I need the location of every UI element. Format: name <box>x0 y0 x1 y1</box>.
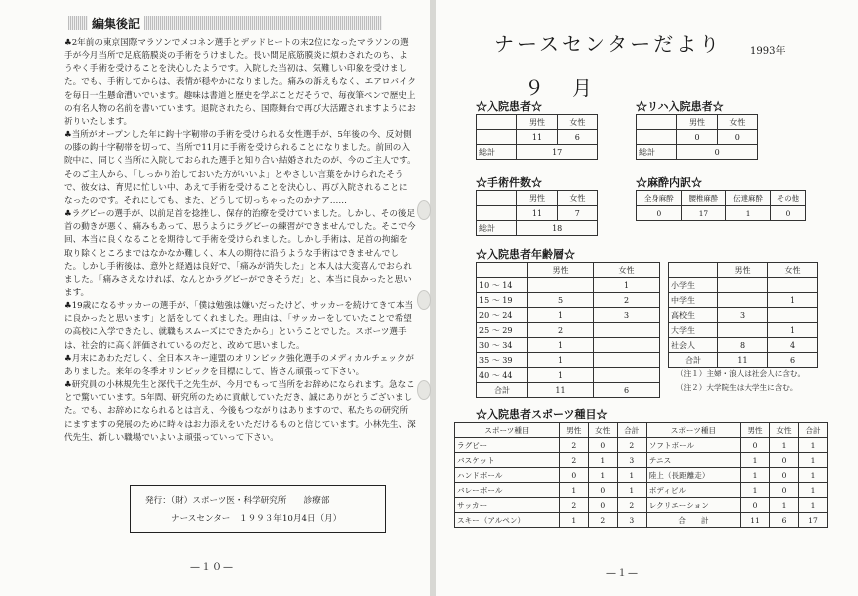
table-header-row <box>477 130 598 145</box>
table-row <box>669 353 818 368</box>
table-cell: 6 <box>768 353 818 368</box>
occupation-table <box>668 262 818 368</box>
table-header-row <box>477 191 598 206</box>
table-header-row <box>477 115 598 130</box>
table-cell: スポーツ種目 <box>455 423 560 438</box>
table-cell: 4 <box>768 338 818 353</box>
table-cell: 1 <box>528 308 594 323</box>
rehab-table <box>636 114 758 160</box>
table-cell: 1 <box>799 498 828 513</box>
table-cell: 3 <box>718 308 768 323</box>
table-header-row <box>669 263 818 278</box>
table-row <box>455 438 828 453</box>
table-cell: 0 <box>588 438 617 453</box>
table-cell: 3 <box>617 453 646 468</box>
occupation-note-2: （注２）大学院生は大学生に含む。 <box>676 383 798 392</box>
table-header-row <box>637 130 758 145</box>
table-header-row <box>637 115 758 130</box>
publisher-line: 発行：（財）スポーツ医・科学研究所 診療部 <box>145 496 330 506</box>
table-cell: 40 ～ 44 <box>477 368 528 383</box>
table-cell: 1 <box>588 453 617 468</box>
table-cell: 1 <box>741 453 770 468</box>
table-cell: 0 <box>770 206 805 221</box>
page-number-right: —１— <box>606 568 639 579</box>
table-cell: 0 <box>677 130 717 145</box>
table-cell: 25 ～ 29 <box>477 323 528 338</box>
table-cell: 0 <box>588 483 617 498</box>
table-cell: 男性 <box>559 423 588 438</box>
table-header-row <box>477 145 598 160</box>
table-header-row <box>637 206 806 221</box>
table-cell <box>718 278 768 293</box>
table-row <box>669 308 818 323</box>
table-cell: 2 <box>528 323 594 338</box>
table-cell: 7 <box>557 206 597 221</box>
table-cell: 1 <box>594 278 660 293</box>
occupation-note-1: （注１）主婦・浪人は社会人に含む。 <box>676 369 806 378</box>
table-cell: 6 <box>770 513 799 528</box>
table-cell: スキー（アルペン） <box>455 513 560 528</box>
table-cell: 1 <box>768 323 818 338</box>
table-cell <box>477 115 517 130</box>
binder-hole <box>417 290 431 310</box>
table-cell: ボディビル <box>646 483 740 498</box>
sports-title: ☆入院患者スポーツ種目☆ <box>476 408 608 421</box>
table-cell: 男性 <box>517 115 557 130</box>
table-cell: レクリエーション <box>646 498 740 513</box>
table-cell: 1 <box>588 468 617 483</box>
table-cell: 11 <box>741 513 770 528</box>
table-cell <box>477 206 517 221</box>
newsletter-year: 1993年 <box>750 46 786 57</box>
table-cell: 11 <box>517 130 557 145</box>
table-row <box>455 483 828 498</box>
newsletter-month: ９ 月 <box>524 76 596 100</box>
table-header-row <box>477 263 660 278</box>
table-row <box>477 323 660 338</box>
editorial-title: 編集後記 <box>88 15 144 32</box>
table-cell: 1 <box>770 498 799 513</box>
table-cell: 1 <box>559 483 588 498</box>
table-cell <box>594 353 660 368</box>
table-cell <box>477 130 517 145</box>
table-cell: 2 <box>559 438 588 453</box>
table-header-row <box>637 191 806 206</box>
table-cell: 0 <box>637 206 682 221</box>
table-cell: 11 <box>718 353 768 368</box>
table-cell: 高校生 <box>669 308 718 323</box>
table-cell: 0 <box>770 483 799 498</box>
table-cell <box>768 308 818 323</box>
table-cell: 3 <box>594 308 660 323</box>
editorial-header <box>68 16 382 30</box>
table-cell: その他 <box>770 191 805 206</box>
table-cell: 1 <box>741 468 770 483</box>
table-cell: 2 <box>617 498 646 513</box>
rehab-title: ☆リハ入院患者☆ <box>636 100 724 113</box>
table-cell: 小学生 <box>669 278 718 293</box>
table-cell: 1 <box>617 483 646 498</box>
table-header-row <box>637 145 758 160</box>
table-cell: 1 <box>799 468 828 483</box>
table-cell: 1 <box>799 453 828 468</box>
surgery-table <box>476 190 598 236</box>
page-number-left: —１０— <box>190 562 234 573</box>
table-cell <box>718 293 768 308</box>
table-cell: バレーボール <box>455 483 560 498</box>
table-cell: 1 <box>768 293 818 308</box>
table-cell: ハンドボール <box>455 468 560 483</box>
table-cell: 総計 <box>477 221 517 236</box>
table-cell: 35 ～ 39 <box>477 353 528 368</box>
table-row <box>669 323 818 338</box>
table-cell <box>669 263 718 278</box>
table-row <box>477 308 660 323</box>
table-cell: 0 <box>588 498 617 513</box>
table-cell: 30 ～ 34 <box>477 338 528 353</box>
table-cell: 女性 <box>594 263 660 278</box>
table-cell: 合計 <box>477 383 528 398</box>
binder-hole <box>417 380 431 400</box>
table-cell <box>718 323 768 338</box>
table-cell: 1 <box>528 353 594 368</box>
table-header-row <box>455 423 828 438</box>
table-cell: 0 <box>770 453 799 468</box>
table-cell: 1 <box>799 483 828 498</box>
table-cell: 合計 <box>799 423 828 438</box>
table-row <box>477 293 660 308</box>
table-cell: 1 <box>799 438 828 453</box>
table-cell: 2 <box>588 513 617 528</box>
table-cell: 女性 <box>557 115 597 130</box>
table-row <box>455 468 828 483</box>
table-cell <box>594 368 660 383</box>
table-cell: サッカー <box>455 498 560 513</box>
table-row <box>477 353 660 368</box>
table-cell: 合 計 <box>646 513 740 528</box>
table-cell <box>594 338 660 353</box>
table-cell: 1 <box>741 483 770 498</box>
table-cell: 男性 <box>517 191 557 206</box>
editorial-paragraph: ♣19歳になるサッカーの選手が、「僕は勉強は嫌いだったけど、サッカーを続けてきて本当に良かったと思います」と話をしてくれました。理由は、「サッカーをしていたことで希望の高校に入学できたし、就職もスムーズにできたから」ということでした。スポーツ選手は、社会的に高く評価されているのだと、改めて思いました。 <box>64 301 414 351</box>
anesthesia-table <box>636 190 806 221</box>
table-cell: 17 <box>681 206 726 221</box>
table-cell: 0 <box>677 145 758 160</box>
table-cell: 0 <box>559 468 588 483</box>
table-cell: 腰椎麻酔 <box>681 191 726 206</box>
table-cell: 8 <box>718 338 768 353</box>
table-header-row <box>477 206 598 221</box>
table-cell: 総計 <box>637 145 677 160</box>
table-cell: 17 <box>799 513 828 528</box>
table-row <box>477 383 660 398</box>
table-cell: 男性 <box>718 263 768 278</box>
table-cell: 陸上（長距離走） <box>646 468 740 483</box>
table-cell: 社会人 <box>669 338 718 353</box>
table-cell <box>528 278 594 293</box>
table-row <box>455 513 828 528</box>
table-cell <box>637 115 677 130</box>
table-cell: 6 <box>594 383 660 398</box>
table-cell: 女性 <box>588 423 617 438</box>
table-cell <box>477 263 528 278</box>
table-cell: 女性 <box>770 423 799 438</box>
editorial-paragraph: ♣ラグビーの選手が、以前足首を捻挫し、保存的治療を受けていました。しかし、その後足首の動きが悪く、痛みもあって、思うようにラグビーの練習ができませんでした。そこで今回、本当に良くなることを期待して手術を受けられました。しかし手術は、足首の拘縮を取り除くところまではなかなか難しく、本人の期待に沿うような手術はできませんでした。しかし手術後は、意外と経過は良好で、「痛みが消失した」と本人は大変喜んでおられました。「痛みさえなければ、なんとかラグビーができそうだ」と、本当に良かったと思います。 <box>64 209 416 298</box>
table-row <box>477 338 660 353</box>
table-cell: 1 <box>726 206 771 221</box>
table-row <box>669 338 818 353</box>
table-cell <box>768 278 818 293</box>
table-cell: テニス <box>646 453 740 468</box>
editorial-paragraph: ♣当所がオープンした年に鈎十字靭帯の手術を受けられる女性選手が、5年後の今、反対側の膝の鈎十字靭帯を切って、当所で11月に手術を受けられることになりました。前回の入院中に、同じく当所に入院しておられた選手と知り合い結婚されたのが、今のご主人です。そのご主人から、「しっかり治しておいた方がいいよ」とやさしい言葉をかけられたそうで、彼女は、育児に忙しい中、あえて手術を受けることを決心し、再び入院されることになったのです。それにしても、また、どうして切っちゃったのかナア…… <box>64 130 416 206</box>
table-cell: 大学生 <box>669 323 718 338</box>
table-row <box>477 368 660 383</box>
table-cell: 1 <box>528 368 594 383</box>
table-cell: 15 ～ 19 <box>477 293 528 308</box>
table-cell: 女性 <box>717 115 757 130</box>
table-cell: 中学生 <box>669 293 718 308</box>
editorial-paragraph: ♣2年前の東京国際マラソンでメコネン選手とデッドヒートの末2位になったマラソンの選手が今月当所で足底筋膜炎の手術をうけました。長い間足底筋膜炎に煩わされたのち、ようやく手術を受けることを決心したようです。入院した当初は、気難しい印象を受けました。でも、手術してからは、表情が穏やかになりました。痛みの訴えもなく、エアロバイクを毎日一生懸命漕いでいます。趣味は書道と歴史を学ぶことだそうで、毎夜筆ペンで歴史上の有名人物の名前を書いています。退院されたら、国際舞台で再び大活躍されますようにお祈りいたします。 <box>64 38 417 127</box>
table-cell: 0 <box>741 498 770 513</box>
anesthesia-title: ☆麻酔内訳☆ <box>636 176 702 189</box>
table-cell: 男性 <box>677 115 717 130</box>
table-cell: 男性 <box>741 423 770 438</box>
table-cell: ソフトボール <box>646 438 740 453</box>
table-row <box>477 278 660 293</box>
table-cell <box>637 130 677 145</box>
publisher-box <box>130 485 386 533</box>
inpatients-title: ☆入院患者☆ <box>476 100 542 113</box>
table-row <box>669 278 818 293</box>
table-cell: 女性 <box>768 263 818 278</box>
table-cell: 1 <box>559 513 588 528</box>
age-title: ☆入院患者年齢層☆ <box>476 248 575 261</box>
table-cell: 0 <box>717 130 757 145</box>
table-cell <box>477 191 517 206</box>
table-cell: 女性 <box>557 191 597 206</box>
table-cell: 3 <box>617 513 646 528</box>
table-cell: 11 <box>528 383 594 398</box>
table-cell: 男性 <box>528 263 594 278</box>
table-header-row <box>477 221 598 236</box>
table-cell: スポーツ種目 <box>646 423 740 438</box>
table-cell: ラグビー <box>455 438 560 453</box>
inpatients-table <box>476 114 598 160</box>
table-cell: 0 <box>741 438 770 453</box>
table-cell: 合計 <box>617 423 646 438</box>
table-cell: 0 <box>770 468 799 483</box>
table-cell: 2 <box>594 293 660 308</box>
table-cell: 1 <box>617 468 646 483</box>
table-cell: 5 <box>528 293 594 308</box>
table-cell: 11 <box>517 206 557 221</box>
table-cell: 2 <box>559 498 588 513</box>
binder-hole <box>417 200 431 220</box>
right-page <box>436 0 858 596</box>
table-cell: 10 ～ 14 <box>477 278 528 293</box>
table-cell: 2 <box>559 453 588 468</box>
table-cell: 1 <box>528 338 594 353</box>
table-row <box>455 498 828 513</box>
table-row <box>455 453 828 468</box>
table-cell: バスケット <box>455 453 560 468</box>
table-cell: 伝達麻酔 <box>726 191 771 206</box>
table-cell <box>594 323 660 338</box>
table-cell: 20 ～ 24 <box>477 308 528 323</box>
table-cell: 6 <box>557 130 597 145</box>
publish-date: ナースセンター １９９３年10月4日（月） <box>171 514 342 524</box>
editorial-paragraph: ♣月末にあわただしく、全日本スキー連盟のオリンピック強化選手のメディカルチェックがありました。来年の冬季オリンピックを目標にして、皆さん頑張って下さい。 <box>64 353 414 377</box>
table-cell: 18 <box>517 221 598 236</box>
table-cell: 総計 <box>477 145 517 160</box>
newsletter-title: ナースセンターだより <box>494 32 723 56</box>
table-cell: 全身麻酔 <box>637 191 682 206</box>
table-row <box>669 293 818 308</box>
surgery-title: ☆手術件数☆ <box>476 176 542 189</box>
editorial-paragraph: ♣研究員の小林規先生と深代千之先生が、今月でもって当所をお辞めになられます。急なことで驚いています。5年間、研究所のために貢献していただき、誠にありがとうございました。でも、お辞めになられるとは言え、今後もつながりはありますので、私たちの研究所にますますの発展のために時々はお力添えをいただけるものと信じています。小林先生、深代先生、新しい職場でいよいよ頑張っていって下さい。 <box>64 380 416 443</box>
age-table <box>476 262 660 398</box>
table-cell: 2 <box>617 438 646 453</box>
table-cell: 17 <box>517 145 598 160</box>
sports-table <box>454 422 828 528</box>
editorial-body <box>64 37 416 445</box>
table-cell: 1 <box>770 438 799 453</box>
table-cell: 合計 <box>669 353 718 368</box>
